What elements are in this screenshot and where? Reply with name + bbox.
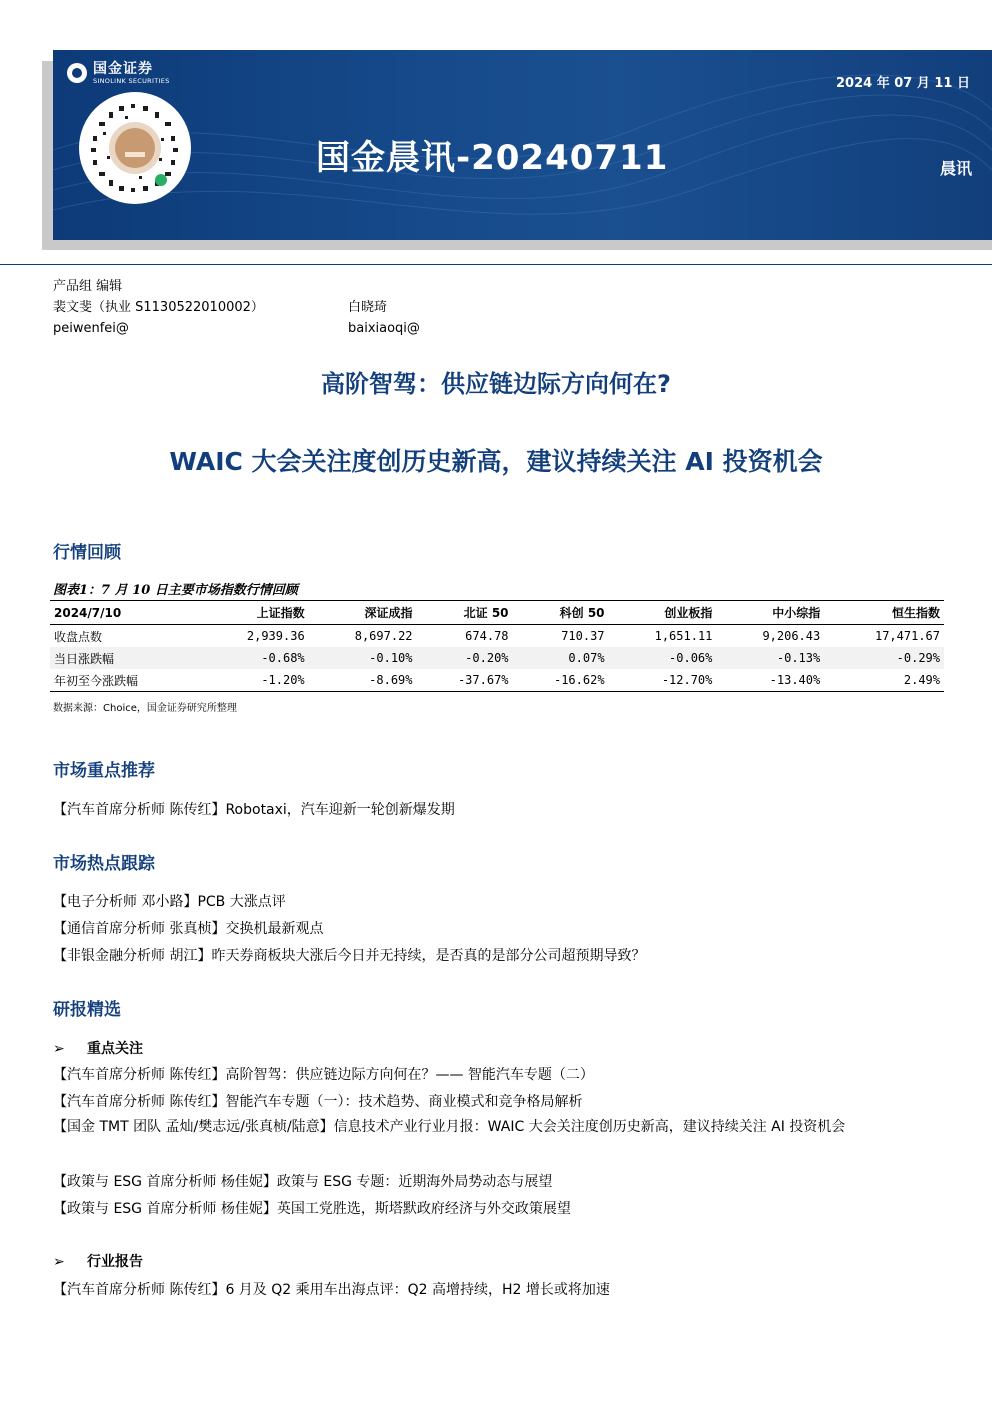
table-row [50,647,944,669]
report-title: 国金晨讯-20240711 [316,138,669,178]
subsection-title: 行业报告 [87,1254,143,1270]
hotspot-item-link[interactable]: 【电子分析师 邓小路】PCB 大涨点评 [53,894,286,910]
section-market-review: 行情回顾 [53,543,121,563]
table-header-cell: 北证 50 [417,601,513,625]
author-block-2 [348,297,420,339]
table-cell: 2,939.36 [246,629,305,643]
author-name-1: 裴文斐（执业 S1130522010002） [53,300,264,315]
table-cell: 9,206.43 [762,629,821,643]
report-item-link[interactable]: 【国金 TMT 团队 孟灿/樊志远/张真桢/陆意】信息技术产业行业月报：WAIC 大会关注度创历史新高，建议持续关注 AI 投资机会 [53,1119,846,1135]
hotspot-item-link[interactable]: 【通信首席分析师 张真桢】交换机最新观点 [53,921,324,937]
section-report-picks: 研报精选 [53,1000,121,1020]
logo-en: SINOLINK SECURITIES [93,77,170,85]
table-cell: 2.49% [824,669,944,692]
author-email-2: baixiaoqi@ [348,321,420,336]
table-cell: 收盘点数 [54,629,103,644]
section-key-recommend: 市场重点推荐 [53,761,155,781]
logo-mark-icon [67,63,87,83]
header-banner [53,50,992,240]
mini-program-qr-icon [79,92,191,204]
headline-2: WAIC 大会关注度创历史新高，建议持续关注 AI 投资机会 [169,447,823,476]
table-cell: -1.20% [201,669,309,692]
author-email-1: peiwenfei@ [53,321,129,336]
table-cell: 1,651.11 [654,629,713,643]
logo-cn: 国金证券 [93,61,153,77]
recommend-item-link[interactable]: 【汽车首席分析师 陈传红】Robotaxi，汽车迎新一轮创新爆发期 [53,802,455,818]
table-cell: -12.70% [609,669,717,692]
table-header-cell: 恒生指数 [824,601,944,625]
bullet-arrow-icon: ➢ [53,1254,65,1270]
hotspot-item-link[interactable]: 【非银金融分析师 胡江】昨天券商板块大涨后今日并无持续，是否真的是部分公司超预期导致？ [53,948,646,964]
report-item-link[interactable]: 【政策与 ESG 首席分析师 杨佳妮】政策与 ESG 专题：近期海外局势动态与展望 [53,1174,553,1190]
table-header-cell: 科创 50 [513,601,609,625]
table-header-cell: 2024/7/10 [50,601,201,625]
table-cell: 17,471.67 [874,629,940,643]
bullet-arrow-icon: ➢ [53,1041,65,1057]
editor-group: 产品组 编辑 [53,279,123,294]
table-cell: -8.69% [309,669,417,692]
table-cell: -0.68% [201,647,309,669]
header-rule [0,264,992,265]
table-header-cell: 上证指数 [201,601,309,625]
table-header-cell: 创业板指 [609,601,717,625]
table-cell: 710.37 [561,629,605,643]
headline-1: 高阶智驾：供应链边际方向何在? [321,370,671,398]
table-cell: 当日涨跌幅 [50,647,201,669]
table-row [50,669,944,692]
report-date: 2024 年 07 月 11 日 [836,76,970,91]
table-cell: 年初至今涨跌幅 [50,669,201,692]
table-caption: 图表1：7 月 10 日主要市场指数行情回顾 [53,583,298,598]
section-hotspots: 市场热点跟踪 [53,854,155,874]
table-cell: -0.13% [716,647,824,669]
report-item-link[interactable]: 【汽车首席分析师 陈传红】高阶智驾：供应链边际方向何在？—— 智能汽车专题（二） [53,1067,594,1083]
table-cell: -0.29% [824,647,944,669]
table-cell: -0.06% [609,647,717,669]
table-cell: -0.20% [417,647,513,669]
table-header-row [50,601,944,625]
report-item-link[interactable]: 【汽车首席分析师 陈传红】智能汽车专题（一）：技术趋势、商业模式和竞争格局解析 [53,1094,583,1110]
table-cell: -0.10% [309,647,417,669]
table-cell: 674.78 [465,629,509,643]
table-cell: 8,697.22 [354,629,413,643]
table-header-cell: 中小综指 [716,601,824,625]
company-logo [67,62,170,85]
report-item-link[interactable]: 【政策与 ESG 首席分析师 杨佳妮】英国工党胜选，斯塔默政府经济与外交政策展望 [53,1201,571,1217]
report-type-tag: 晨讯 [939,159,972,178]
market-index-table [50,600,944,692]
table-source-note: 数据来源：Choice，国金证券研究所整理 [53,703,237,714]
report-item-link[interactable]: 【汽车首席分析师 陈传红】6 月及 Q2 乘用车出海点评：Q2 高增持续，H2 增长或将加速 [53,1282,610,1298]
author-block [53,276,264,339]
table-cell: 0.07% [513,647,609,669]
table-cell: -13.40% [716,669,824,692]
author-name-2: 白晓琦 [348,300,388,315]
table-header-cell: 深证成指 [309,601,417,625]
table-row [50,625,944,648]
subsection-industry [53,1251,143,1271]
table-cell: -16.62% [513,669,609,692]
subsection-title: 重点关注 [87,1041,143,1057]
table-cell: -37.67% [417,669,513,692]
subsection-focus [53,1038,143,1058]
